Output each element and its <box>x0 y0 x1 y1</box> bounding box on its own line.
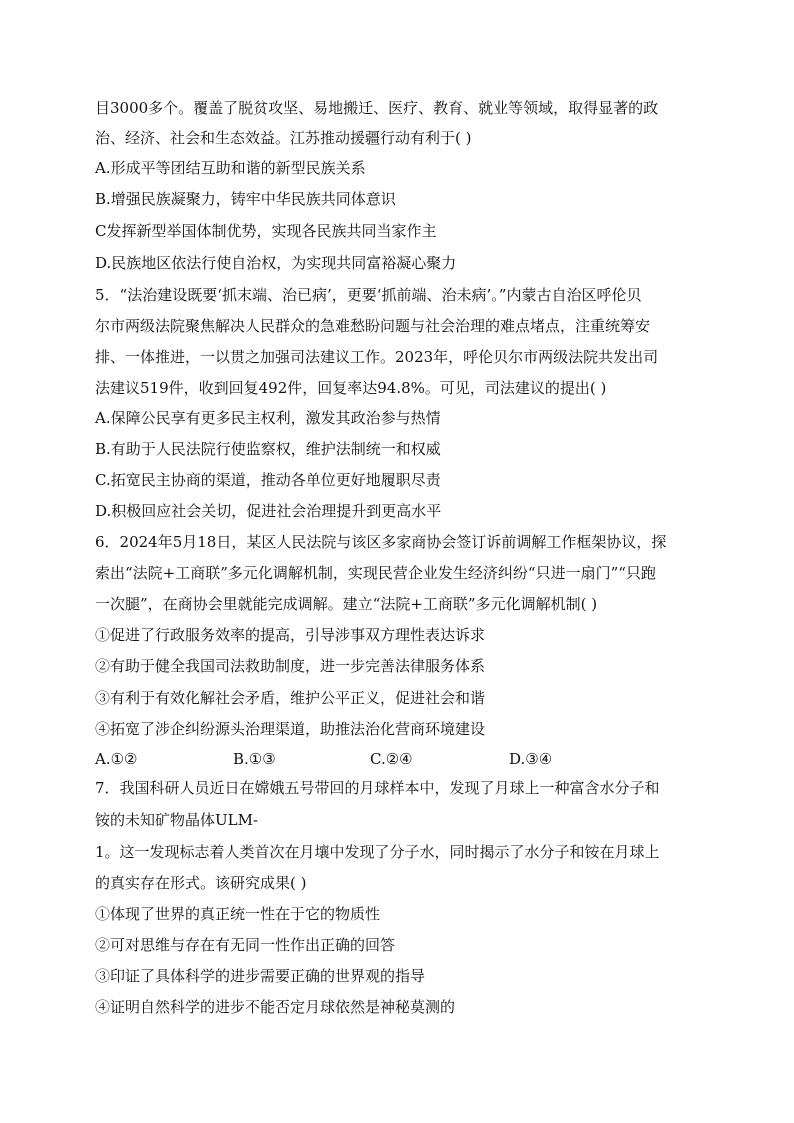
q5-option-d: D.积极回应社会关切，促进社会治理提升到更高水平 <box>95 502 442 520</box>
q4-option-c: C发挥新型举国体制优势，实现各民族共同当家作主 <box>95 222 437 240</box>
q7-text-line-3: 1。这一发现标志着人类首次在月壤中发现了分子水，同时揭示了水分子和铵在月球上 <box>95 843 660 861</box>
q4-option-b: B.增强民族凝聚力，铸牢中华民族共同体意识 <box>95 190 396 208</box>
q5-option-b: B.有助于人民法院行使监察权，维护法制统一和权威 <box>95 440 441 458</box>
q6-item-2: ②有助于健全我国司法救助制度，进一步完善法律服务体系 <box>95 657 486 675</box>
q5-text-line-3: 排、一体推进，一以贯之加强司法建议工作。2023年，呼伦贝尔市两级法院共发出司 <box>95 348 659 366</box>
q7-item-2: ②可对思维与存在有无同一性作出正确的回答 <box>95 936 396 954</box>
q7-text-line-4: 的真实存在形式。该研究成果( ) <box>95 874 307 892</box>
q6-choice-b: B.①③ <box>233 750 276 768</box>
q6-text-line-3: 一次腿”，在商协会里就能完成调解。建立“法院+工商联”多元化调解机制( ) <box>95 595 598 613</box>
q5-text-line-1: 5．“法治建设既要‘抓末端、治已病’，更要‘抓前端、治未病’。”内蒙古自治区呼伦贝 <box>95 286 642 304</box>
q4-option-d: D.民族地区依法行使自治权，为实现共同富裕凝心聚力 <box>95 254 457 272</box>
q5-option-c: C.拓宽民主协商的渠道，推动各单位更好地履职尽责 <box>95 471 441 489</box>
q6-choice-c: C.②④ <box>370 750 413 768</box>
q7-text-line-1: 7．我国科研人员近日在嫦娥五号带回的月球样本中，发现了月球上一种富含水分子和 <box>95 779 660 797</box>
q6-item-3: ③有利于有效化解社会矛盾，维护公平正义，促进社会和谐 <box>95 689 486 707</box>
q6-choice-a: A.①② <box>95 750 138 768</box>
q6-text-line-2: 索出“法院+工商联”多元化调解机制，实现民营企业发生经济纠纷“只进一扇门”“只跑 <box>95 564 656 582</box>
q7-text-line-2: 铵的未知矿物晶体ULM- <box>95 811 259 829</box>
q7-item-1: ①体现了世界的真正统一性在于它的物质性 <box>95 905 381 923</box>
q6-item-1: ①促进了行政服务效率的提高，引导涉事双方理性表达诉求 <box>95 626 486 644</box>
q7-item-4: ④证明自然科学的进步不能否定月球依然是神秘莫测的 <box>95 998 456 1016</box>
q5-text-line-2: 尔市两级法院聚焦解决人民群众的急难愁盼问题与社会治理的难点堵点，注重统筹安 <box>95 317 651 335</box>
q6-choices-row <box>95 749 705 769</box>
q4-text-line-2: 治、经济、社会和生态效益。江苏推动援疆行动有利于( ) <box>95 129 472 147</box>
q5-option-a: A.保障公民享有更多民主权利，激发其政治参与热情 <box>95 409 441 427</box>
q6-item-4: ④拓宽了涉企纠纷源头治理渠道，助推法治化营商环境建设 <box>95 720 486 738</box>
q7-item-3: ③印证了具体科学的进步需要正确的世界观的指导 <box>95 967 426 985</box>
q4-text-line-1: 目3000多个。覆盖了脱贫攻坚、易地搬迁、医疗、教育、就业等领域，取得显著的政 <box>95 99 659 117</box>
q6-text-line-1: 6．2024年5月18日，某区人民法院与该区多家商协会签订诉前调解工作框架协议，探 <box>95 533 667 551</box>
q5-text-line-4: 法建议519件，收到回复492件，回复率达94.8%。可见，司法建议的提出( ) <box>95 379 607 397</box>
q6-choice-d: D.③④ <box>509 750 553 768</box>
q4-option-a: A.形成平等团结互助和谐的新型民族关系 <box>95 159 366 177</box>
